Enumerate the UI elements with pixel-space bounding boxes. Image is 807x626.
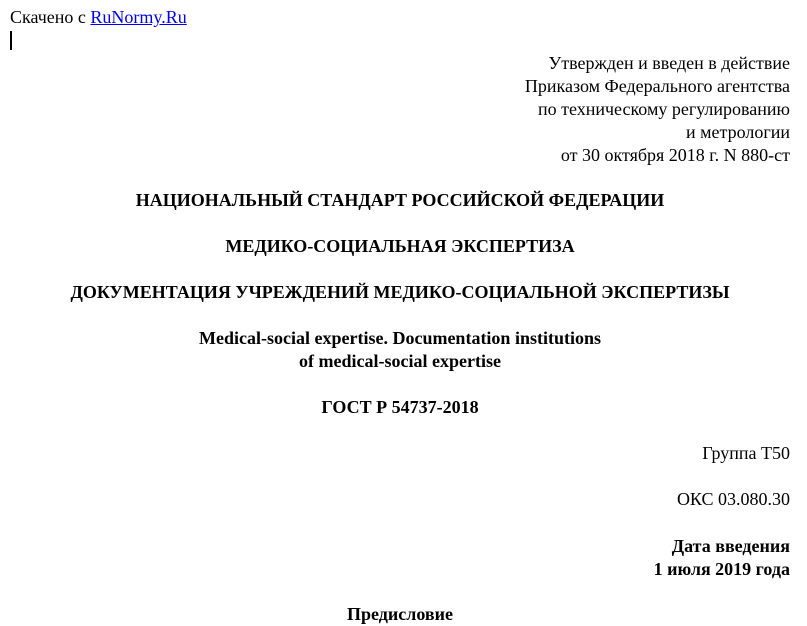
runormy-link[interactable]: RuNormy.Ru [90,7,187,27]
document-title: ДОКУМЕНТАЦИЯ УЧРЕЖДЕНИЙ МЕДИКО-СОЦИАЛЬНОЙ ЭКСПЕРТИЗЫ [70,282,730,302]
preface-heading: Предисловие [347,604,453,624]
subject-heading: МЕДИКО-СОЦИАЛЬНАЯ ЭКСПЕРТИЗА [225,236,575,256]
approval-block [525,52,790,167]
standard-type-heading: НАЦИОНАЛЬНЫЙ СТАНДАРТ РОССИЙСКОЙ ФЕДЕРАЦИИ [135,190,665,210]
classification-oks: ОКС 03.080.30 [676,489,790,509]
classification-group: Группа Т50 [702,443,790,463]
standard-designation: ГОСТ Р 54737-2018 [321,397,479,417]
effective-date-label: Дата введения [671,536,790,556]
english-title-line-1: Medical-social expertise. Documentation institutions [199,328,601,348]
source-prefix: Скачено с [10,7,91,27]
approval-line-5: от 30 октября 2018 г. N 880-ст [560,145,790,165]
approval-line-4: и метрологии [686,122,790,142]
english-title-line-2: of medical-social expertise [299,351,501,371]
text-cursor [10,31,12,50]
approval-line-3: по техническому регулированию [537,99,790,119]
source-line [10,6,187,29]
effective-date-value: 1 июля 2019 года [653,559,790,579]
approval-line-1: Утвержден и введен в действие [548,53,790,73]
approval-line-2: Приказом Федерального агентства [524,76,790,96]
